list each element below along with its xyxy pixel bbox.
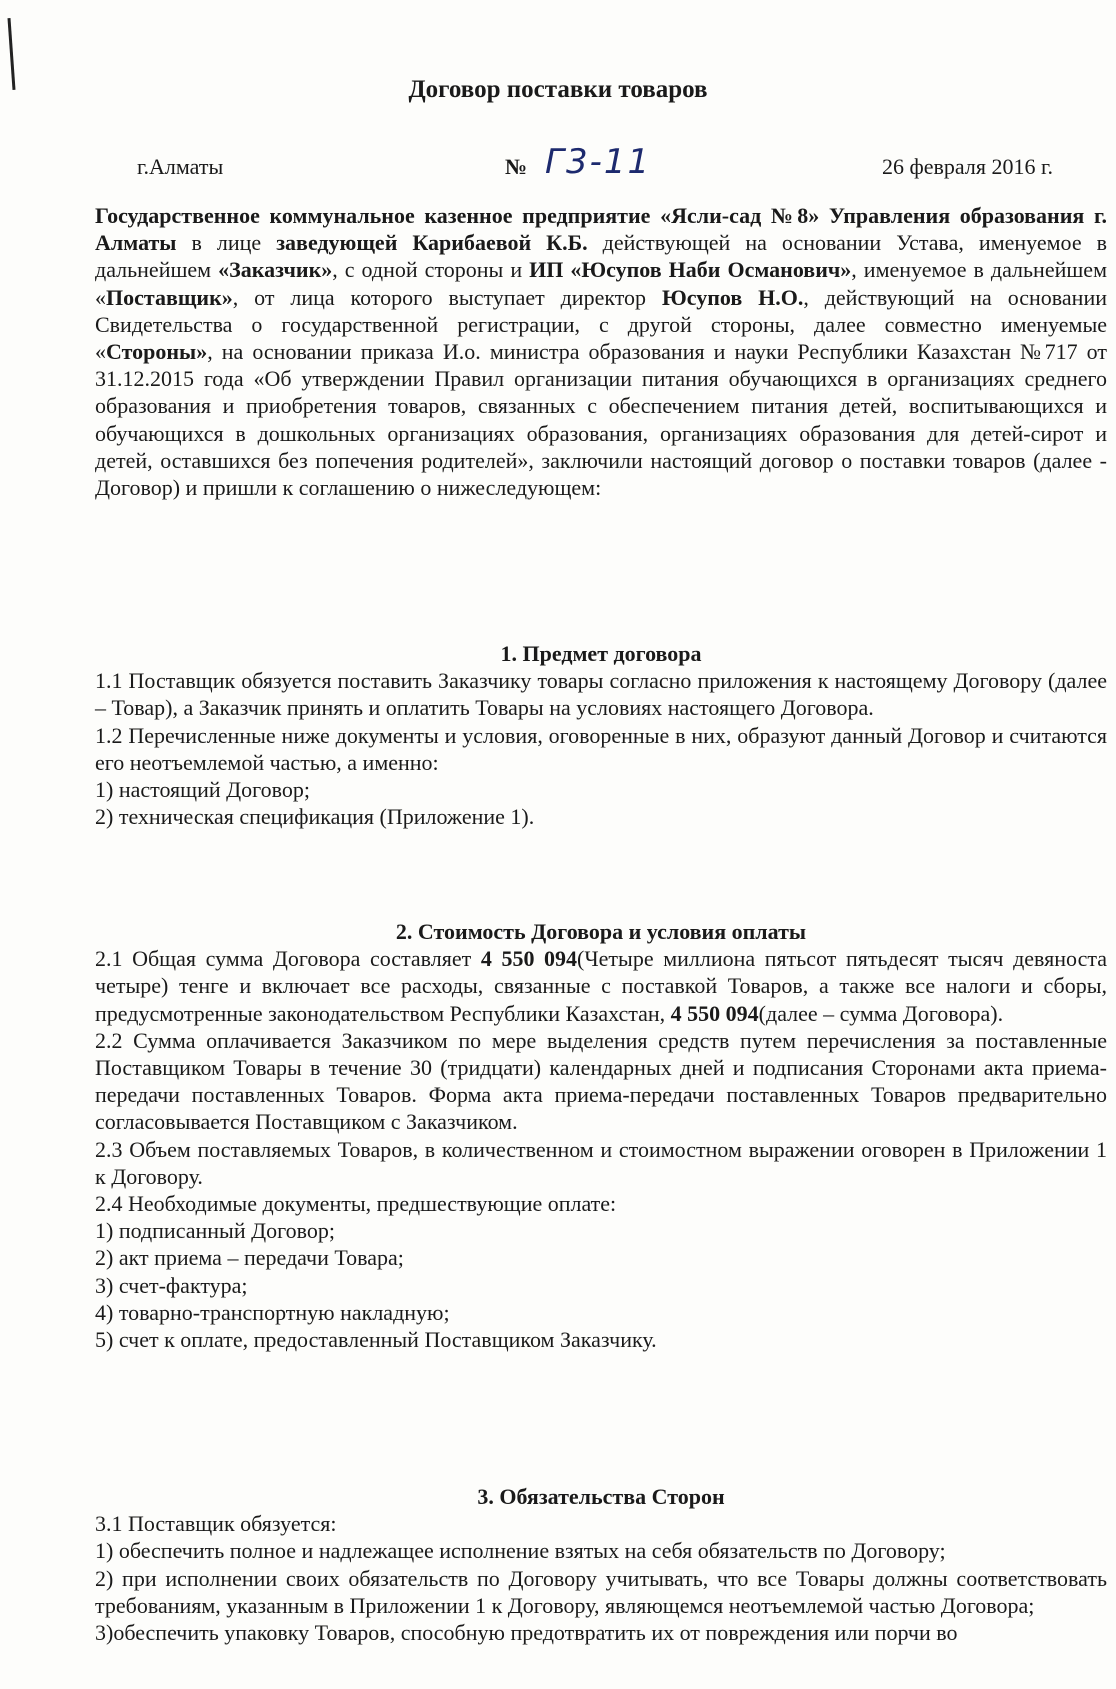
section-1-heading: 1. Предмет договора: [500, 641, 702, 666]
intro-text-1: в лице: [176, 230, 277, 256]
clause-2-4-item: 3) счет-фактура;: [95, 1272, 248, 1298]
clause-3-1-item-3: 3)обеспечить упаковку Товаров, способную предотвратить их от повреждения или порчи во: [95, 1620, 958, 1646]
clause-3-1: 3.1 Поставщик обязуется:: [95, 1511, 337, 1537]
clause-2-1-text-c: (далее – сумма Договора).: [758, 1000, 1004, 1026]
number-sign: №: [505, 154, 528, 179]
customer-role: «Заказчик»: [218, 257, 333, 283]
clause-2-4-item: 1) подписанный Договор;: [95, 1218, 335, 1244]
handwritten-contract-number: Г3-11: [545, 142, 652, 182]
intro-text-3: , с одной стороны и: [332, 257, 530, 283]
contract-amount-repeat: 4 550 094: [670, 1000, 759, 1026]
intro-text-7: , на основании приказа И.о. министра образования и науки Республики Казахстан №717 от 31.12.2015 года «Об утверждении Правил организации питания обучающихся в организациях среднего образования и приобретения товаров, связанных с обеспечением питания детей, воспитывающихся и обучающихся в дошкольных организациях образования, организациях образования для детей-сирот и детей, оставшихся без попечения родителей», заключили настоящий договор о поставки товаров (далее - Договор) и пришли к соглашению о нижеследующем:: [95, 339, 1107, 501]
clause-1-1: 1.1 Поставщик обязуется поставить Заказчику товары согласно приложения к настоящему Договору (далее – Товар), а Заказчик принять и оплатить Товары на условиях настоящего Договора.: [95, 668, 1107, 721]
head-title: заведующей Карибаевой К.Б.: [276, 230, 588, 256]
document-title: Договор поставки товаров: [408, 76, 708, 103]
clause-2-1-text-b: (Четыре миллиона пятьсот пятьдесят тысяч девяноста четыре) тенге и включает все расходы, связанные с поставкой Товаров, а также все налоги и сборы, предусмотренные законодательством Республики Казахстан,: [95, 946, 1107, 1026]
contract-amount: 4 550 094: [480, 946, 578, 972]
clause-2-4: 2.4 Необходимые документы, предшествующие оплате:: [95, 1191, 617, 1217]
clause-2-2: 2.2 Сумма оплачивается Заказчиком по мере выделения средств путем перечисления за поставленные Поставщиком Товары в течение 30 (тридцати) календарных дней и подписания Сторонами акта приема-передачи поставленных Товаров. Форма акта приема-передачи поставленных Товаров предварительно согласовывается Поставщиком с Заказчиком.: [95, 1027, 1107, 1135]
clause-2-4-item: 5) счет к оплате, предоставленный Поставщиком Заказчику.: [95, 1327, 657, 1353]
section-3-heading: 3. Обязательства Сторон: [477, 1484, 725, 1509]
header-meta-row: [0, 142, 1116, 186]
intro-paragraph: [95, 202, 1107, 501]
section-2: [95, 918, 1107, 1353]
section-2-heading: 2. Стоимость Договора и условия оплаты: [395, 919, 807, 944]
clause-1-2: 1.2 Перечисленные ниже документы и условия, оговоренные в них, образуют данный Договор и считаются его неотъемлемой частью, а именно:: [95, 722, 1107, 775]
supplier-name: ИП «Юсупов Наби Османович»: [529, 257, 852, 283]
clause-1-2-item-2: 2) техническая спецификация (Приложение 1).: [95, 804, 535, 830]
section-1: [95, 640, 1107, 830]
intro-text-5: , от лица которого выступает директор: [232, 284, 662, 310]
clause-2-4-item: 4) товарно-транспортную накладную;: [95, 1299, 450, 1325]
section-3: [95, 1483, 1107, 1646]
director-name: Юсупов Н.О.: [661, 284, 804, 310]
parties-label: Стороны»: [106, 339, 208, 365]
clause-3-1-item-2: 2) при исполнении своих обязательств по Договору учитывать, что все Товары должны соответствовать требованиям, указанным в Приложении 1 к Договору, являющемся неотъемлемой частью Договора;: [95, 1565, 1107, 1618]
customer-name: Государственное коммунальное казенное предприятие «Ясли-сад №8» Управления образования г. Алматы: [95, 203, 1107, 256]
clause-2-1: [95, 945, 1107, 1027]
intro-text-2: действующей на основании Устава, именуемое в дальнейшем: [95, 230, 1107, 283]
clause-2-1-text-a: 2.1 Общая сумма Договора составляет: [95, 946, 481, 972]
clause-3-1-item-1: 1) обеспечить полное и надлежащее исполнение взятых на себя обязательств по Договору;: [95, 1538, 946, 1564]
contract-date: 26 февраля 2016 г.: [882, 154, 1054, 179]
clause-1-2-item-1: 1) настоящий Договор;: [95, 777, 310, 803]
clause-2-3: 2.3 Объем поставляемых Товаров, в количественном и стоимостном выражении оговорен в Приложении 1 к Договору.: [95, 1136, 1107, 1189]
supplier-role: Поставщик»: [106, 284, 233, 310]
intro-text-4: , именуемое в дальнейшем «: [95, 257, 1107, 310]
city: г.Алматы: [137, 154, 224, 179]
intro-text-6: , действующий на основании Свидетельства о государственной регистрации, с другой стороны, далее совместно именуемые «: [95, 284, 1107, 365]
clause-2-4-item: 2) акт приема – передачи Товара;: [95, 1245, 404, 1271]
